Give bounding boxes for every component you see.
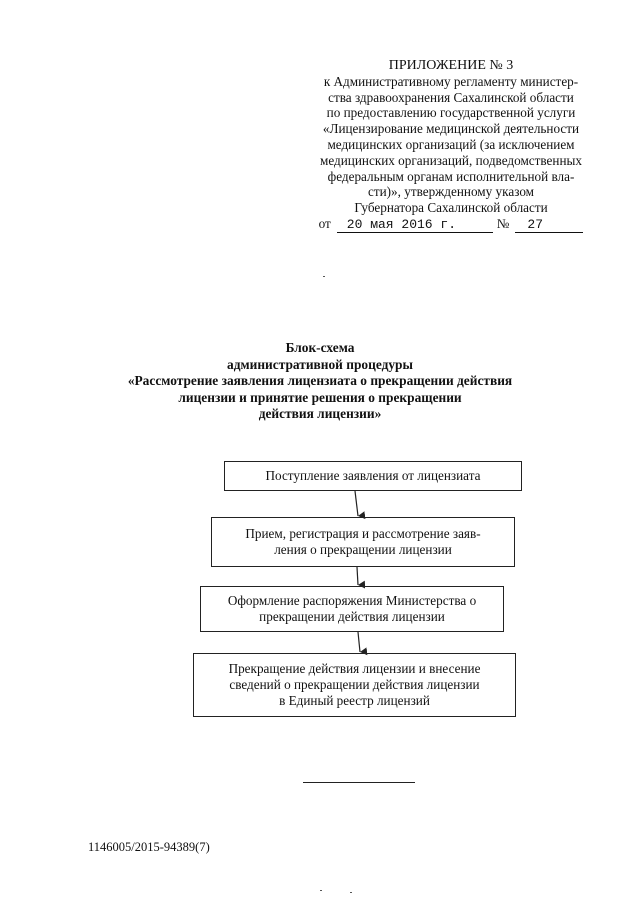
step-text: Прием, регистрация и рассмотрение заяв- bbox=[245, 526, 481, 541]
appendix-title: ПРИЛОЖЕНИЕ № 3 bbox=[388, 58, 514, 73]
appendix-line: к Административному регламенту министер- bbox=[323, 73, 579, 89]
document-number: 1146005/2015-94389(7) bbox=[88, 840, 210, 854]
appendix-line: медицинских организаций, подведомственных bbox=[320, 152, 582, 168]
appendix-line: «Лицензирование медицинской деятельности bbox=[322, 121, 580, 137]
appendix-line: сти)», утвержденному указом bbox=[367, 184, 535, 200]
approval-date: 20 мая 2016 г. bbox=[337, 218, 493, 233]
scan-speck bbox=[350, 892, 352, 893]
heading-line: действия лицензии» bbox=[258, 406, 382, 422]
appendix-line: Губернатора Сахалинской области bbox=[354, 200, 548, 216]
separator-line bbox=[303, 782, 415, 783]
heading-line: «Рассмотрение заявления лицензиата о прекращении действия bbox=[127, 373, 513, 389]
step-text: сведений о прекращении действия лицензии bbox=[229, 677, 480, 692]
appendix-line: по предоставлению государственной услуги bbox=[326, 105, 576, 121]
step-text: прекращении действия лицензии bbox=[259, 609, 445, 624]
appendix-line: медицинских организаций (за исключением bbox=[327, 136, 575, 152]
arrow-step3-to-step4 bbox=[358, 632, 360, 652]
number-prefix: № bbox=[496, 215, 510, 231]
step-text: Оформление распоряжения Министерства о bbox=[227, 593, 477, 608]
scan-speck bbox=[323, 276, 325, 277]
scan-speck bbox=[320, 890, 322, 891]
step-text: в Единый реестр лицензий bbox=[279, 693, 430, 708]
date-prefix: от bbox=[318, 215, 331, 231]
step-text: Поступление заявления от лицензиата bbox=[265, 468, 481, 483]
appendix-line: ства здравоохранения Сахалинской области bbox=[328, 89, 574, 105]
heading-line: Блок-схема bbox=[285, 340, 355, 355]
step-text: Прекращение действия лицензии и внесение bbox=[228, 661, 481, 676]
approval-number: 27 bbox=[515, 218, 583, 233]
step-text: ления о прекращении лицензии bbox=[274, 542, 452, 557]
arrow-step2-to-step3 bbox=[357, 567, 358, 585]
heading-line: лицензии и принятие решения о прекращении bbox=[178, 389, 462, 405]
heading-line: административной процедуры bbox=[227, 356, 413, 372]
appendix-line: федеральным органам исполнительной вла- bbox=[327, 168, 575, 184]
arrow-step1-to-step2 bbox=[355, 491, 358, 516]
